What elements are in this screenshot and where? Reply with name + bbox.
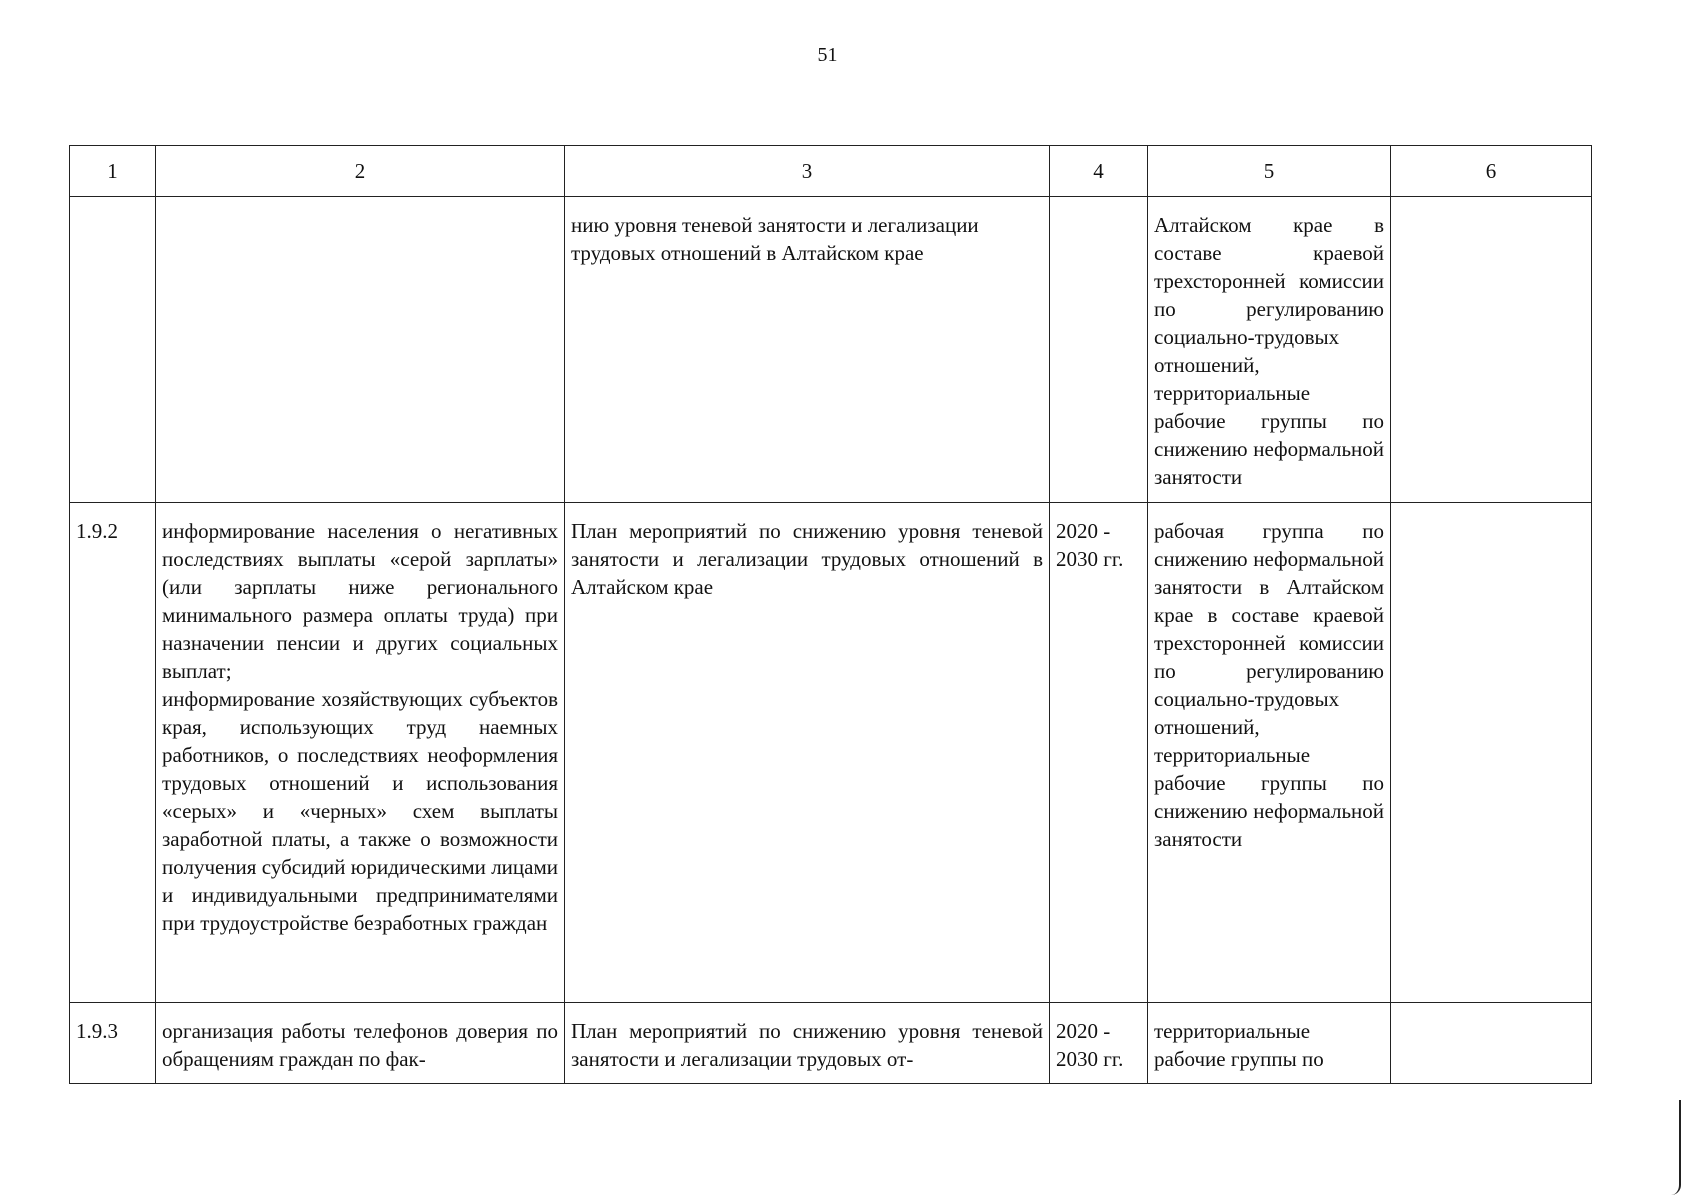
page-number: 51 — [817, 44, 838, 66]
table-row — [70, 1003, 1592, 1084]
table-row — [70, 503, 1592, 1003]
document-cell: План мероприятий по снижению уровня теневой занятости и легализации трудовых от- — [565, 1003, 1050, 1084]
column-header-6: 6 — [1391, 146, 1592, 197]
measure-cell — [156, 503, 565, 1003]
column-header-5: 5 — [1148, 146, 1391, 197]
measure-cell: организация работы телефонов доверия по обращениям граждан по фак- — [156, 1003, 565, 1084]
period-cell: 2020 - 2030 гг. — [1050, 1003, 1148, 1084]
period-cell: 2020 - 2030 гг. — [1050, 503, 1148, 1003]
column-header-4: 4 — [1050, 146, 1148, 197]
executor-cell: рабочая группа по снижению неформальной занятости в Алтайском крае в составе краевой трехсторонней комиссии по регулированию социально-трудовых отношений, территориальные рабочие группы по снижению неформальной занятости — [1148, 503, 1391, 1003]
note-cell — [1391, 503, 1592, 1003]
row-number-cell: 1.9.2 — [70, 503, 156, 1003]
document-cell: План мероприятий по снижению уровня теневой занятости и легализации трудовых отношений в Алтайском крае — [565, 503, 1050, 1003]
measure-paragraph: информирование хозяйствующих субъектов края, использующих труд наемных работников, о последствиях неоформления трудовых отношений и использования «серых» и «черных» схем выплаты заработной платы, а также о возможности получения субсидий юридическими лицами и индивидуальными предпринимателями при трудоустройстве безработных граждан — [162, 687, 558, 935]
note-cell — [1391, 1003, 1592, 1084]
measure-cell — [156, 197, 565, 503]
measures-table — [69, 145, 1592, 1084]
executor-cell: Алтайском крае в составе краевой трехсторонней комиссии по регулированию социально-трудовых отношений, территориальные рабочие группы по снижению неформальной занятости — [1148, 197, 1391, 503]
row-number-cell: 1.9.3 — [70, 1003, 156, 1084]
column-header-2: 2 — [156, 146, 565, 197]
measure-paragraph: информирование населения о негативных последствиях выплаты «серой зарплаты» (или зарплаты ниже регионального минимального размера оплаты труда) при назначении пенсии и других социальных выплат; — [162, 519, 558, 683]
period-cell — [1050, 197, 1148, 503]
table-header-row — [70, 146, 1592, 197]
document-cell: нию уровня теневой занятости и легализации трудовых отношений в Алтайском крае — [565, 197, 1050, 503]
table-row — [70, 197, 1592, 503]
executor-cell: территориальные рабочие группы по — [1148, 1003, 1391, 1084]
column-header-3: 3 — [565, 146, 1050, 197]
page-edge-mark — [1671, 1100, 1681, 1195]
row-number-cell — [70, 197, 156, 503]
note-cell — [1391, 197, 1592, 503]
column-header-1: 1 — [70, 146, 156, 197]
